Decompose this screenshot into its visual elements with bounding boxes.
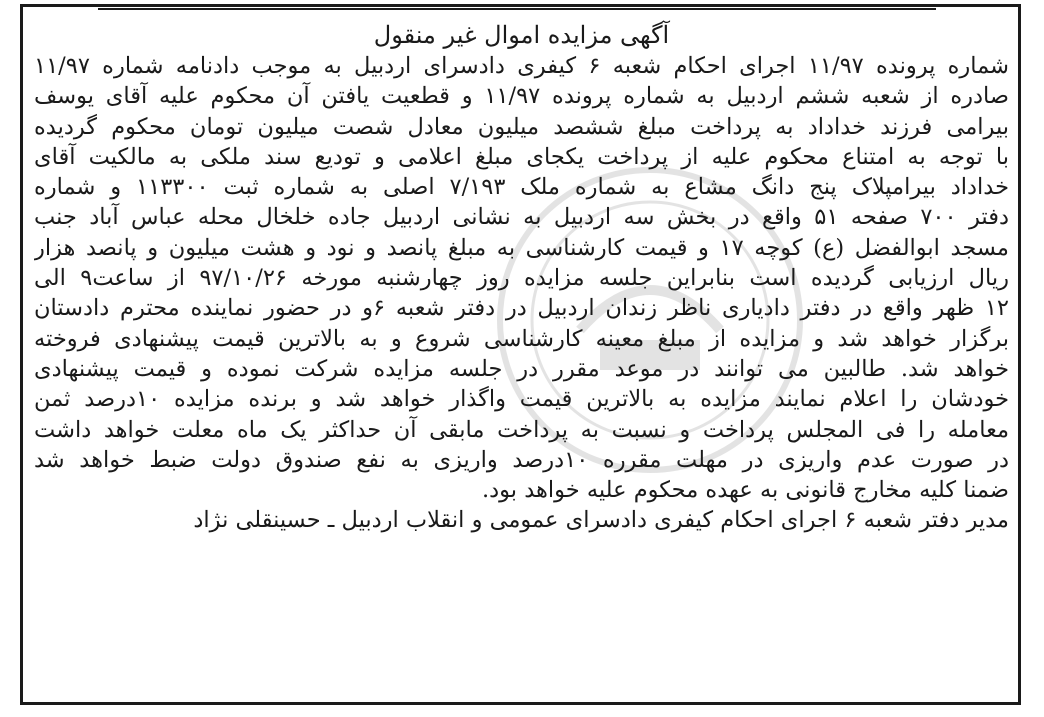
notice-line: شماره پرونده ۱۱/۹۷ اجرای احکام شعبه ۶ کیفری دادسرای اردبیل به موجب دادنامه شماره ۱۱/۹۷: [34, 53, 1009, 79]
notice-line: ۱۲ ظهر واقع در دفتر دادیاری ناظر زندان اردبیل در دفتر شعبه ۶و در حضور نماینده محترم دادستان: [34, 295, 1009, 322]
notice-line: خودشان را اعلام نمایند مزایده به بالاترین قیمت واگذار خواهد شد و برنده مزایده ۱۰درصد ثمن: [34, 386, 1009, 413]
notice-line: ریال ارزیابی گردیده است بنابراین جلسه مزایده روز چهارشنبه مورخه ۹۷/۱۰/۲۶ از ساعت۹ الی: [34, 265, 1009, 292]
notice-line: با توجه به امتناع محکوم علیه از پرداخت یکجای مبلغ اعلامی و تودیع سند ملکی به مالکیت آقای: [34, 143, 1009, 170]
notice-line: خداداد بیرامپلاک پنج دانگ مشاع به شماره ملک ۷/۱۹۳ اصلی به شماره ثبت ۱۱۳۳۰۰ و شماره: [34, 174, 1009, 201]
notice-signature: مدیر دفتر شعبه ۶ اجرای احکام کیفری دادسرای عمومی و انقلاب اردبیل ـ حسینقلی نژاد: [193, 507, 1009, 534]
notice-line: خواهد شد. طالبین می توانند در موعد مقرر در جلسه مزایده شرکت نموده و قیمت پیشنهادی: [34, 355, 1009, 382]
top-rule: [98, 8, 936, 10]
notice-line: بیرامی فرزند خداداد به پرداخت مبلغ ششصد میلیون معادل شصت میلیون تومان محکوم گردیده: [34, 113, 1009, 140]
notice-line: ضمنا کلیه مخارج قانونی به عهده محکوم علیه خواهد بود.: [482, 477, 1009, 504]
notice-line: دفتر ۷۰۰ صفحه ۵۱ واقع در بخش سه اردبیل به نشانی اردبیل جاده خلخال محله عباس آباد جنب: [34, 204, 1009, 231]
notice-line: مسجد ابوالفضل (ع) کوچه ۱۷ و قیمت کارشناسی به مبلغ پانصد و نود و هشت میلیون و پانصد هزار: [34, 234, 1009, 261]
notice-line: معامله را فی المجلس پرداخت و نسبت به پرداخت مابقی آن حداکثر یک ماه معلت خواهد داشت: [34, 416, 1009, 443]
notice-title: آگهی مزایده اموال غیر منقول: [373, 21, 670, 49]
notice-line: صادره از شعبه ششم اردبیل به شماره پرونده ۱۱/۹۷ و قطعیت یافتن آن محکوم علیه آقای یوسف: [34, 83, 1009, 110]
notice-line: برگزار خواهد شد و مزایده از مبلغ معینه کارشناسی شروع و به بالاترین قیمت پیشنهادی فروخته: [34, 325, 1009, 352]
notice-line: در صورت عدم واریزی در مهلت مقرره ۱۰درصد واریزی به نفع صندوق دولت ضبط خواهد شد: [34, 446, 1009, 473]
auction-notice: [34, 20, 1009, 536]
